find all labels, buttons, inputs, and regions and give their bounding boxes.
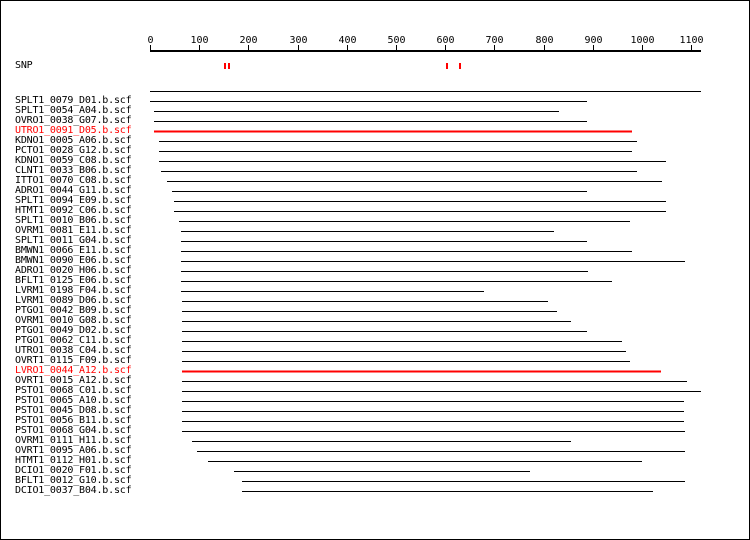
read-label[interactable]: LVRM1_0198_F04.b.scf — [15, 284, 132, 296]
read-label[interactable]: DCIO1_0020_F01.b.scf — [15, 464, 132, 476]
read-label[interactable]: PCTO1_0028_G12.b.scf — [15, 144, 132, 156]
ruler-tick-label: 500 — [387, 35, 406, 46]
read-label[interactable]: PSTO1_0068_G04.b.scf — [15, 424, 132, 436]
read-label[interactable]: PTGO1_0049_D02.b.scf — [15, 324, 132, 336]
read-label[interactable]: BFLT1_0125_E06.b.scf — [15, 274, 132, 286]
read-label[interactable]: OVRM1_0010_G08.b.scf — [15, 314, 132, 326]
read-label[interactable]: OVRO1_0038_G07.b.scf — [15, 114, 132, 126]
ruler-tick-label: 1000 — [630, 35, 655, 46]
read-labels — [1, 1, 749, 539]
ruler-tick-label: 200 — [239, 35, 258, 46]
read-label[interactable]: OVRT1_0115_F09.b.scf — [15, 354, 132, 366]
read-label[interactable]: DCIO1_0037_B04.b.scf — [15, 484, 132, 496]
read-label[interactable]: HTMT1_0092_C06.b.scf — [15, 204, 132, 216]
read-label[interactable]: KDNO1_0059_C08.b.scf — [15, 154, 132, 166]
read-label[interactable]: ADRO1_0044_G11.b.scf — [15, 184, 132, 196]
read-label[interactable]: SPLT1_0079_D01.b.scf — [15, 94, 132, 106]
read-label[interactable]: PSTO1_0068_C01.b.scf — [15, 384, 132, 396]
read-label[interactable]: OVRT1_0095_A06.b.scf — [15, 444, 132, 456]
read-label[interactable]: SPLT1_0054_A04.b.scf — [15, 104, 132, 116]
ruler-tick-label: 1100 — [679, 35, 704, 46]
ruler-tick-label: 400 — [338, 35, 357, 46]
read-label[interactable]: LVRO1_0044_A12.b.scf — [15, 364, 132, 376]
ruler-tick-label: 800 — [535, 35, 554, 46]
read-label[interactable]: PSTO1_0065_A10.b.scf — [15, 394, 132, 406]
ruler-tick-label: 100 — [190, 35, 209, 46]
read-label[interactable]: BFLT1_0012_G10.b.scf — [15, 474, 132, 486]
read-label[interactable]: SPLT1_0094_E09.b.scf — [15, 194, 132, 206]
ruler-tick-label: 700 — [485, 35, 504, 46]
read-label[interactable]: ADRO1_0020_H06.b.scf — [15, 264, 132, 276]
read-label[interactable]: LVRM1_0089_D06.b.scf — [15, 294, 132, 306]
read-label[interactable]: PSTO1_0056_B11.b.scf — [15, 414, 132, 426]
read-label[interactable]: PTGO1_0042_B09.b.scf — [15, 304, 132, 316]
read-label[interactable]: UTRO1_0038_C04.b.scf — [15, 344, 132, 356]
ruler-tick-label: 0 — [147, 35, 154, 46]
ruler-tick-label: 300 — [289, 35, 308, 46]
read-label[interactable]: PSTO1_0045_D08.b.scf — [15, 404, 132, 416]
read-label[interactable]: HTMT1_0112_H01.b.scf — [15, 454, 132, 466]
read-label[interactable]: PTGO1_0062_C11.b.scf — [15, 334, 132, 346]
read-label[interactable]: ITTO1_0070_C08.b.scf — [15, 174, 132, 186]
read-label[interactable]: SPLT1_0011_G04.b.scf — [15, 234, 132, 246]
ruler-tick-label: 600 — [436, 35, 455, 46]
ruler-tick-label: 900 — [584, 35, 603, 46]
read-label[interactable]: KDNO1_0005_A06.b.scf — [15, 134, 132, 146]
read-label[interactable]: OVRM1_0111_H11.b.scf — [15, 434, 132, 446]
snp-row-label: SNP — [15, 60, 33, 71]
read-label[interactable]: BMWN1_0066_E11.b.scf — [15, 244, 132, 256]
read-label[interactable]: BMWN1_0090_E06.b.scf — [15, 254, 132, 266]
read-label[interactable]: SPLT1_0010_B06.b.scf — [15, 214, 132, 226]
read-label[interactable]: CLNT1_0033_B06.b.scf — [15, 164, 132, 176]
read-label[interactable]: OVRM1_0081_E11.b.scf — [15, 224, 132, 236]
read-label[interactable]: UTRO1_0091_D05.b.scf — [15, 124, 132, 136]
read-label[interactable]: OVRT1_0015_A12.b.scf — [15, 374, 132, 386]
